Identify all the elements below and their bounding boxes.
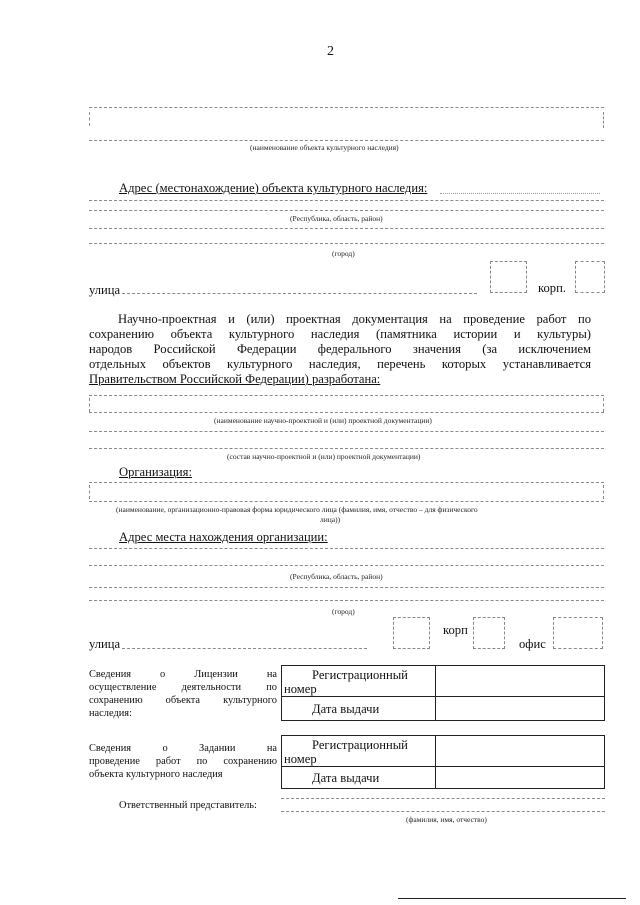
license-text-4: наследия: — [89, 708, 132, 719]
license-reg-input[interactable] — [438, 668, 602, 694]
page-number: 2 — [327, 44, 334, 59]
org-office-box[interactable] — [553, 617, 603, 649]
assignment-reg-input[interactable] — [438, 738, 602, 764]
license-table — [281, 665, 605, 721]
house-number-box[interactable] — [490, 261, 527, 293]
license-text-2: осуществление деятельности по — [89, 682, 277, 693]
org-office-label: офис — [519, 637, 546, 651]
address-heading: Адрес (местонахождение) объекта культурного наследия: — [119, 181, 428, 195]
doc-name-caption: (наименование научно-проектной и (или) проектной документации) — [214, 416, 432, 425]
license-date-input[interactable] — [438, 698, 602, 718]
paragraph-line-5: Правительством Российской Федерации) разработана: — [89, 372, 381, 386]
organization-caption-2: лица)) — [320, 515, 341, 524]
paragraph-line-1: Научно-проектная и (или) проектная документация на проведение работ по — [118, 312, 591, 326]
license-date-label: Дата выдачи — [312, 702, 380, 716]
doc-composition-caption: (состав научно-проектной и (или) проектной документации) — [227, 452, 421, 461]
org-city-caption: (город) — [332, 607, 355, 616]
organization-caption: (наименование, организационно-правовая форма юридического лица (фамилия, имя, отчество – для физического — [116, 505, 478, 514]
assignment-date-label: Дата выдачи — [312, 771, 380, 785]
org-street-input[interactable] — [122, 648, 367, 649]
assignment-date-input[interactable] — [438, 768, 602, 786]
building-number-box[interactable] — [575, 261, 605, 293]
assignment-reg-label: Регистрационный — [312, 738, 408, 752]
paragraph-line-4: отдельных объектов культурного наследия, перечень которых устанавливается — [89, 357, 591, 371]
region-caption: (Республика, область, район) — [290, 214, 383, 223]
license-text-1: Сведения о Лицензии на — [89, 669, 277, 680]
org-house-box[interactable] — [393, 617, 430, 649]
paragraph-line-3: народов Российской Федерации федерального значения (за исключением — [89, 342, 591, 356]
bottom-rule — [398, 898, 626, 899]
paragraph-line-2: сохранению объекта культурного наследия (памятника истории и культуры) — [89, 327, 591, 341]
object-name-caption: (наименование объекта культурного наследия) — [250, 143, 399, 152]
assignment-text-2: проведение работ по сохранению — [89, 756, 277, 767]
street-label: улица — [89, 283, 121, 297]
org-building-box[interactable] — [473, 617, 505, 649]
license-text-3: сохранению объекта культурного — [89, 695, 277, 706]
representative-caption: (фамилия, имя, отчество) — [406, 815, 487, 824]
street-input[interactable] — [122, 293, 477, 294]
org-address-heading: Адрес места нахождения организации: — [119, 530, 328, 544]
city-caption: (город) — [332, 249, 355, 258]
assignment-table — [281, 735, 605, 789]
assignment-reg-label-2: номер — [284, 752, 317, 766]
assignment-text-1: Сведения о Задании на — [89, 743, 277, 754]
org-region-caption: (Республика, область, район) — [290, 572, 383, 581]
license-reg-label-2: номер — [284, 682, 317, 696]
license-reg-label: Регистрационный — [312, 668, 408, 682]
assignment-text-3: объекта культурного наследия — [89, 769, 223, 780]
representative-label: Ответственный представитель: — [119, 800, 257, 811]
organization-heading: Организация: — [119, 465, 192, 479]
org-building-label: корп — [443, 623, 468, 637]
org-street-label: улица — [89, 637, 121, 651]
building-label: корп. — [538, 281, 566, 295]
